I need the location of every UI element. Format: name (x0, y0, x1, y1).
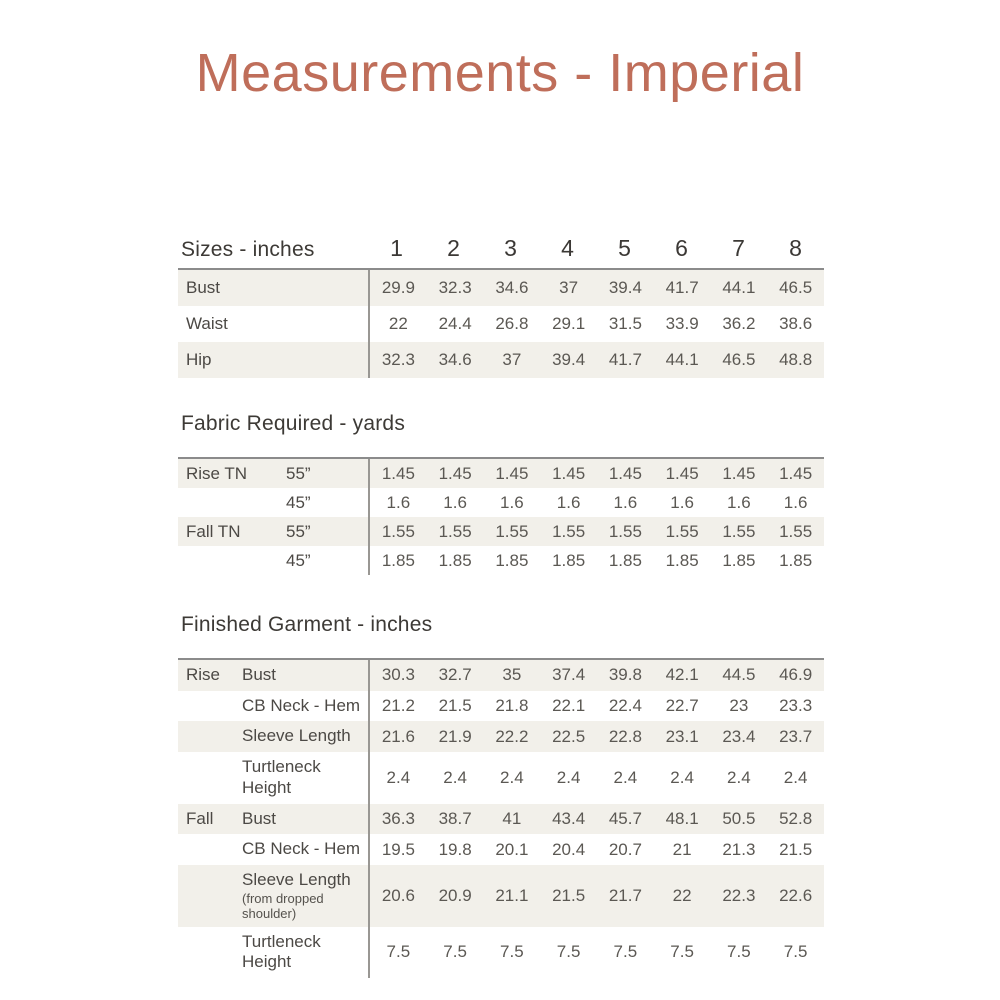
page-title: Measurements - Imperial (195, 43, 805, 103)
value-cell: 22 (388, 314, 408, 333)
value-cell: 2.4 (613, 767, 638, 787)
row-label (178, 342, 368, 378)
value-cell: 41.7 (665, 278, 699, 297)
value-cell: 7.5 (670, 942, 694, 962)
value-cell: 43.4 (552, 809, 586, 829)
column-header: 1 (390, 235, 403, 261)
table-row (178, 459, 824, 488)
value-cell: 2.4 (727, 767, 751, 787)
row-label-text: Turtleneck Height (242, 931, 321, 972)
column-header: 4 (561, 235, 574, 261)
value-cell: 2.4 (783, 767, 808, 787)
row-label (178, 270, 368, 306)
value-cell: 22.2 (495, 726, 529, 746)
value-cell: 33.9 (665, 314, 699, 333)
row-label (286, 546, 368, 575)
column-header: 6 (675, 235, 688, 261)
group-cell: Rise (186, 665, 221, 685)
value-cell: 7.5 (386, 942, 411, 962)
sizes-table-title: Sizes - inches (181, 238, 315, 261)
value-cell: 32.3 (381, 350, 415, 369)
value-cell: 1.55 (722, 521, 756, 541)
value-cell: 48.8 (779, 350, 813, 369)
sizes-section (178, 231, 824, 378)
row-label (242, 927, 368, 978)
value-cell: 1.85 (608, 550, 642, 570)
value-cell: 44.1 (665, 350, 699, 369)
value-cell: 48.1 (665, 809, 699, 829)
group-cell (178, 691, 242, 722)
value-cell: 7.5 (783, 942, 808, 962)
value-cell: 1.85 (722, 550, 756, 570)
value-cell: 22.3 (722, 885, 756, 905)
row-values (368, 270, 824, 306)
value-cell: 1.85 (552, 550, 586, 570)
value-cell: 37 (559, 278, 579, 297)
table-row (178, 865, 824, 926)
row-values (368, 459, 824, 488)
value-cell: 37 (502, 350, 522, 369)
table-row (178, 804, 824, 835)
group-cell (178, 721, 242, 752)
row-label-text: Waist (186, 314, 228, 333)
row-values (368, 752, 824, 803)
sizes-table-body (178, 268, 824, 378)
row-label (242, 804, 368, 835)
row-values (368, 660, 824, 691)
value-cell: 20.6 (381, 885, 415, 905)
value-cell: 7.5 (727, 942, 751, 962)
value-cell: 1.85 (381, 550, 415, 570)
table-row (178, 306, 824, 342)
row-values (368, 488, 824, 517)
value-cell: 32.3 (438, 278, 472, 297)
value-cell: 20.7 (608, 839, 642, 859)
value-cell: 1.6 (556, 492, 581, 512)
table-row (178, 691, 824, 722)
value-cell: 1.85 (495, 550, 529, 570)
row-values (368, 691, 824, 722)
value-cell: 21.7 (608, 885, 642, 905)
value-cell: 34.6 (438, 350, 472, 369)
table-row (178, 270, 824, 306)
value-cell: 21.8 (495, 696, 529, 716)
table-row (178, 342, 824, 378)
value-cell: 1.55 (608, 521, 642, 541)
value-cell: 1.6 (783, 492, 808, 512)
value-cell: 44.1 (722, 278, 756, 297)
value-cell: 23.4 (722, 726, 756, 746)
table-row (178, 752, 824, 803)
value-cell: 1.6 (727, 492, 751, 512)
value-cell: 41 (502, 809, 522, 829)
column-header: 5 (618, 235, 631, 261)
row-label-text: 45” (286, 492, 311, 512)
row-label-text: 55” (286, 521, 311, 541)
value-cell: 29.1 (552, 314, 586, 333)
value-cell: 7.5 (556, 942, 581, 962)
group-cell: Fall (186, 809, 214, 829)
fabric-table-body (178, 457, 824, 575)
row-label-text: 55” (286, 463, 311, 483)
row-label (242, 691, 368, 722)
column-header: 7 (732, 235, 745, 261)
value-cell: 29.9 (381, 278, 415, 297)
value-cell: 7.5 (500, 942, 524, 962)
size-column-headers (368, 235, 824, 262)
value-cell: 2.4 (670, 767, 694, 787)
row-label-text: Sleeve Length (242, 870, 351, 890)
value-cell: 39.4 (608, 278, 642, 297)
value-cell: 2.4 (556, 767, 581, 787)
value-cell: 2.4 (386, 767, 411, 787)
value-cell: 23.1 (665, 726, 699, 746)
value-cell: 21 (672, 839, 692, 859)
value-cell: 37.4 (552, 665, 586, 685)
row-label-text: Bust (242, 808, 277, 828)
group-cell: Fall TN (186, 521, 241, 541)
value-cell: 21.5 (438, 696, 472, 716)
value-cell: 52.8 (779, 809, 813, 829)
group-cell (178, 927, 242, 978)
row-label-text: CB Neck - Hem (242, 839, 361, 859)
value-cell: 39.4 (552, 350, 586, 369)
value-cell: 38.6 (779, 314, 813, 333)
value-cell: 23.7 (779, 726, 813, 746)
value-cell: 21.3 (722, 839, 756, 859)
value-cell: 34.6 (495, 278, 529, 297)
row-label (286, 517, 368, 546)
value-cell: 1.45 (665, 463, 699, 483)
value-cell: 30.3 (381, 665, 415, 685)
row-label (286, 459, 368, 488)
group-cell: Rise TN (186, 463, 248, 483)
value-cell: 23.3 (779, 696, 813, 716)
value-cell: 32.7 (438, 665, 472, 685)
value-cell: 22.7 (665, 696, 699, 716)
value-cell: 39.8 (608, 665, 642, 685)
value-cell: 21.2 (381, 696, 415, 716)
value-cell: 26.8 (495, 314, 529, 333)
row-label-text: Hip (186, 350, 212, 369)
value-cell: 31.5 (608, 314, 642, 333)
row-label-text: Turtleneck Height (242, 757, 321, 797)
value-cell: 20.1 (495, 839, 529, 859)
value-cell: 36.2 (722, 314, 756, 333)
value-cell: 1.55 (779, 521, 813, 541)
value-cell: 1.55 (665, 521, 699, 541)
finished-garment-section (178, 613, 824, 978)
row-label (242, 834, 368, 865)
value-cell: 1.6 (500, 492, 524, 512)
value-cell: 45.7 (608, 809, 642, 829)
value-cell: 41.7 (608, 350, 642, 369)
value-cell: 44.5 (722, 665, 756, 685)
value-cell: 22.8 (608, 726, 642, 746)
value-cell: 1.45 (722, 463, 756, 483)
row-label (242, 752, 368, 803)
row-values (368, 804, 824, 835)
value-cell: 22.4 (608, 696, 642, 716)
fabric-section (178, 412, 824, 575)
table-row (178, 721, 824, 752)
value-cell: 2.4 (500, 767, 524, 787)
value-cell: 22.1 (552, 696, 586, 716)
column-header: 3 (504, 235, 517, 261)
value-cell: 36.3 (381, 809, 415, 829)
value-cell: 21.6 (381, 726, 415, 746)
group-cell (178, 546, 286, 575)
table-row (178, 517, 824, 546)
value-cell: 21.1 (495, 885, 529, 905)
table-row (178, 488, 824, 517)
value-cell: 22.6 (779, 885, 813, 905)
group-cell (178, 834, 242, 865)
value-cell: 1.45 (608, 463, 642, 483)
sizes-table-header (178, 231, 824, 268)
value-cell: 1.85 (779, 550, 813, 570)
value-cell: 21.9 (438, 726, 472, 746)
row-values (368, 342, 824, 378)
group-cell (178, 865, 242, 926)
value-cell: 46.5 (722, 350, 756, 369)
row-label (286, 488, 368, 517)
value-cell: 1.45 (438, 463, 472, 483)
table-row (178, 927, 824, 978)
table-row (178, 660, 824, 691)
row-label (242, 865, 368, 926)
row-values (368, 517, 824, 546)
group-cell (178, 752, 242, 803)
value-cell: 1.6 (613, 492, 638, 512)
value-cell: 19.5 (381, 839, 415, 859)
group-cell (178, 488, 286, 517)
value-cell: 1.45 (552, 463, 586, 483)
value-cell: 21.5 (779, 839, 813, 859)
value-cell: 1.6 (443, 492, 467, 512)
value-cell: 2.4 (443, 767, 467, 787)
row-label-text: 45” (286, 550, 311, 570)
value-cell: 7.5 (443, 942, 467, 962)
value-cell: 7.5 (613, 942, 638, 962)
value-cell: 19.8 (438, 839, 472, 859)
row-label (242, 721, 368, 752)
finished-garment-table-title: Finished Garment - inches (181, 613, 433, 636)
value-cell: 1.55 (552, 521, 586, 541)
row-values (368, 834, 824, 865)
value-cell: 38.7 (438, 809, 472, 829)
row-label-text: Sleeve Length (242, 726, 351, 746)
value-cell: 1.85 (665, 550, 699, 570)
value-cell: 46.9 (779, 665, 813, 685)
column-header: 8 (789, 235, 802, 261)
value-cell: 1.55 (495, 521, 529, 541)
fabric-table-title: Fabric Required - yards (181, 412, 406, 435)
row-label-text: CB Neck - Hem (242, 695, 361, 715)
value-cell: 24.4 (438, 314, 472, 333)
value-cell: 20.4 (552, 839, 586, 859)
column-header: 2 (447, 235, 460, 261)
row-values (368, 927, 824, 978)
row-values (368, 306, 824, 342)
value-cell: 22.5 (552, 726, 586, 746)
value-cell: 21.5 (552, 885, 586, 905)
row-label-text: Bust (242, 665, 277, 684)
value-cell: 1.55 (381, 521, 415, 541)
row-label (178, 306, 368, 342)
row-values (368, 721, 824, 752)
value-cell: 50.5 (722, 809, 756, 829)
table-row (178, 546, 824, 575)
value-cell: 46.5 (779, 278, 813, 297)
row-sublabel: (from dropped shoulder) (242, 890, 324, 922)
value-cell: 1.6 (670, 492, 694, 512)
value-cell: 42.1 (665, 665, 699, 685)
finished-garment-table-body (178, 658, 824, 978)
value-cell: 23 (729, 696, 749, 716)
value-cell: 1.45 (495, 463, 529, 483)
value-cell: 1.55 (438, 521, 472, 541)
value-cell: 20.9 (438, 885, 472, 905)
value-cell: 1.85 (438, 550, 472, 570)
row-label (242, 660, 368, 691)
value-cell: 1.45 (779, 463, 813, 483)
row-values (368, 546, 824, 575)
value-cell: 35 (502, 665, 522, 685)
row-values (368, 865, 824, 926)
row-label-text: Bust (186, 278, 221, 297)
value-cell: 1.45 (381, 463, 415, 483)
value-cell: 1.6 (386, 492, 411, 512)
value-cell: 22 (672, 885, 692, 905)
table-row (178, 834, 824, 865)
